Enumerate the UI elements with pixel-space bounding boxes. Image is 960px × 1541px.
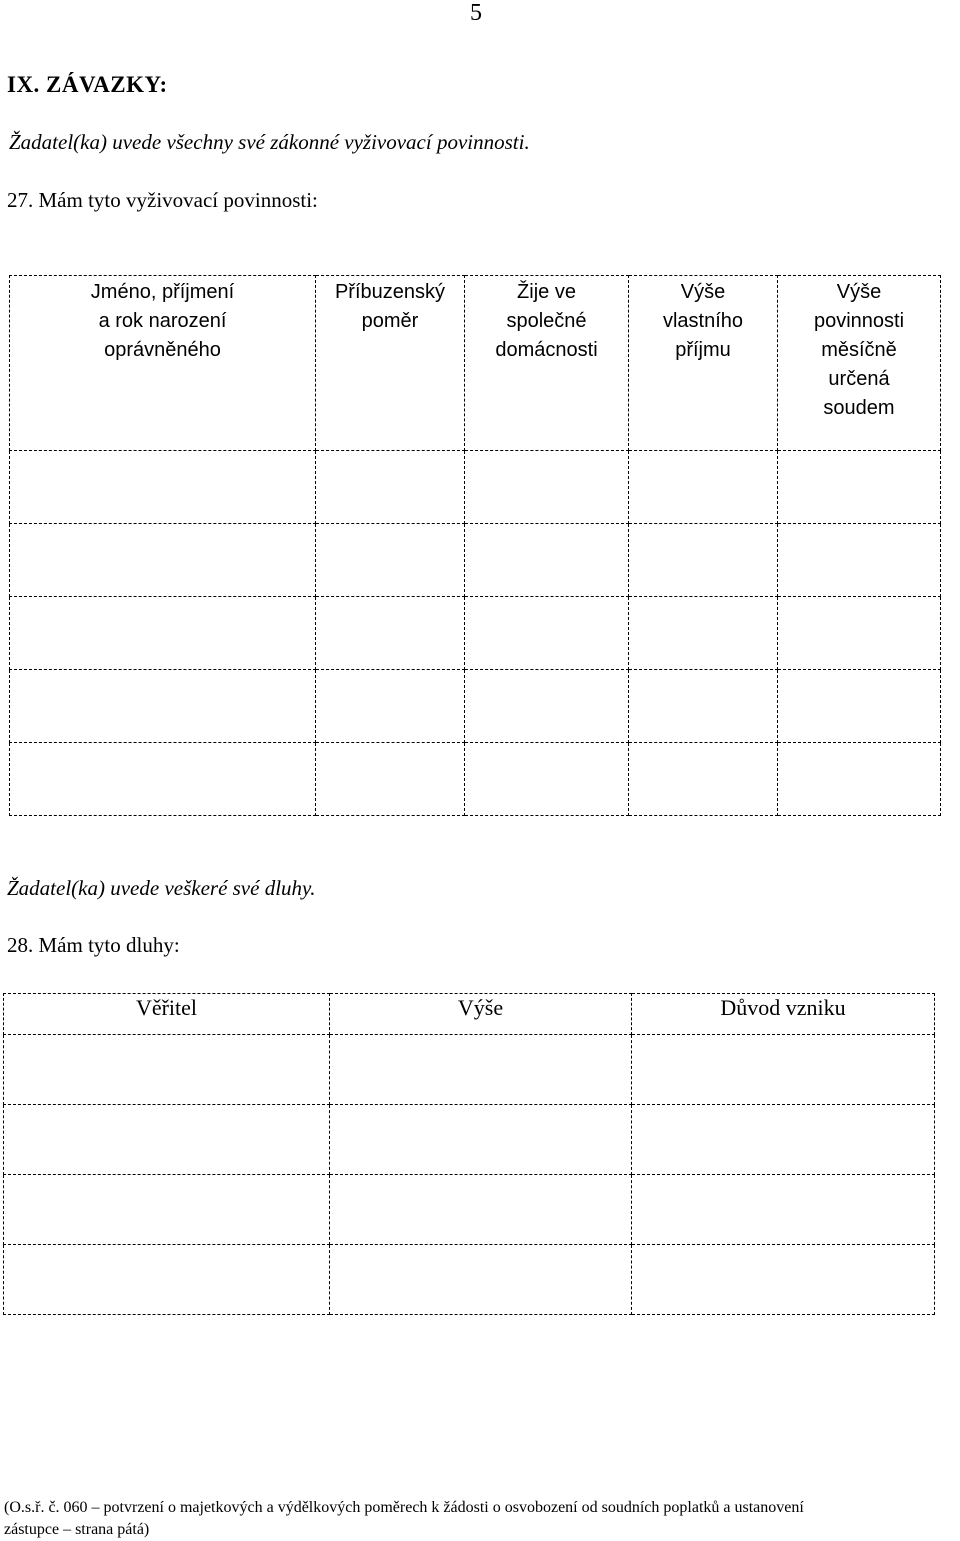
form-cell[interactable] <box>632 1175 935 1245</box>
obligations-header-row <box>10 276 941 451</box>
header-own-income <box>629 276 778 451</box>
header-text: poměr <box>361 310 419 332</box>
header-text: Žije ve <box>517 281 576 303</box>
form-cell[interactable] <box>465 670 629 743</box>
form-cell[interactable] <box>629 451 778 524</box>
form-cell[interactable] <box>778 597 941 670</box>
form-cell[interactable] <box>330 1105 632 1175</box>
form-cell[interactable] <box>10 524 316 597</box>
form-cell[interactable] <box>316 597 465 670</box>
header-text: určená <box>828 368 890 390</box>
form-cell[interactable] <box>316 670 465 743</box>
form-cell[interactable] <box>316 451 465 524</box>
header-reason: Důvod vzniku <box>632 994 935 1035</box>
table-row <box>4 1175 935 1245</box>
header-amount: Výše <box>330 994 632 1035</box>
form-cell[interactable] <box>629 743 778 816</box>
form-cell[interactable] <box>316 743 465 816</box>
obligations-table <box>9 275 941 816</box>
form-cell[interactable] <box>465 743 629 816</box>
header-name-birth <box>10 276 316 451</box>
table-row <box>10 670 941 743</box>
debts-table <box>3 993 935 1315</box>
footer-line-1: (O.s.ř. č. 060 – potvrzení o majetkových a výdělkových poměrech k žádosti o osvobození od soudních poplatků a ustanovení <box>4 1499 804 1516</box>
form-cell[interactable] <box>465 524 629 597</box>
form-cell[interactable] <box>465 597 629 670</box>
header-text: měsíčně <box>821 339 897 361</box>
form-cell[interactable] <box>4 1175 330 1245</box>
form-cell[interactable] <box>632 1105 935 1175</box>
form-cell[interactable] <box>316 524 465 597</box>
form-cell[interactable] <box>330 1175 632 1245</box>
form-cell[interactable] <box>632 1245 935 1315</box>
table-row <box>10 524 941 597</box>
form-cell[interactable] <box>4 1245 330 1315</box>
header-text: domácnosti <box>495 339 598 361</box>
header-text: soudem <box>823 397 895 419</box>
header-text: Výše <box>836 281 882 303</box>
debts-instruction: Žadatel(ka) uvede veškeré své dluhy. <box>7 876 316 900</box>
header-text: a rok narození <box>98 310 227 332</box>
form-cell[interactable] <box>10 743 316 816</box>
header-creditor: Věřitel <box>4 994 330 1035</box>
question-28-label: 28. Mám tyto dluhy: <box>7 933 180 957</box>
form-cell[interactable] <box>778 451 941 524</box>
header-text: vlastního <box>662 310 744 332</box>
table-row <box>4 1035 935 1105</box>
footer <box>4 1497 960 1541</box>
page-number: 5 <box>470 0 482 26</box>
form-cell[interactable] <box>10 451 316 524</box>
table-row <box>4 1105 935 1175</box>
header-court-obligation <box>778 276 941 451</box>
form-cell[interactable] <box>4 1035 330 1105</box>
header-relationship <box>316 276 465 451</box>
header-text: příjmu <box>675 339 731 361</box>
table-row <box>10 451 941 524</box>
table-row <box>4 1245 935 1315</box>
form-cell[interactable] <box>465 451 629 524</box>
question-27-label: 27. Mám tyto vyživovací povinnosti: <box>7 188 318 212</box>
form-cell[interactable] <box>629 670 778 743</box>
table-row <box>10 743 941 816</box>
form-cell[interactable] <box>330 1035 632 1105</box>
header-shared-household <box>465 276 629 451</box>
form-cell[interactable] <box>10 670 316 743</box>
header-text: oprávněného <box>104 339 221 361</box>
form-cell[interactable] <box>330 1245 632 1315</box>
form-cell[interactable] <box>4 1105 330 1175</box>
form-cell[interactable] <box>778 524 941 597</box>
header-text: společné <box>506 310 587 332</box>
form-cell[interactable] <box>778 743 941 816</box>
footer-line-2: zástupce – strana pátá) <box>4 1521 150 1538</box>
form-cell[interactable] <box>10 597 316 670</box>
debts-header-row <box>4 994 935 1035</box>
header-text: Výše <box>680 281 726 303</box>
form-cell[interactable] <box>629 597 778 670</box>
header-text: povinnosti <box>813 310 905 332</box>
header-text: Příbuzenský <box>334 281 446 303</box>
form-cell[interactable] <box>632 1035 935 1105</box>
section-title: IX. ZÁVAZKY: <box>7 72 168 97</box>
form-cell[interactable] <box>778 670 941 743</box>
header-text: Jméno, příjmení <box>90 281 235 303</box>
obligations-instruction: Žadatel(ka) uvede všechny své zákonné vyživovací povinnosti. <box>9 130 530 154</box>
form-cell[interactable] <box>629 524 778 597</box>
table-row <box>10 597 941 670</box>
